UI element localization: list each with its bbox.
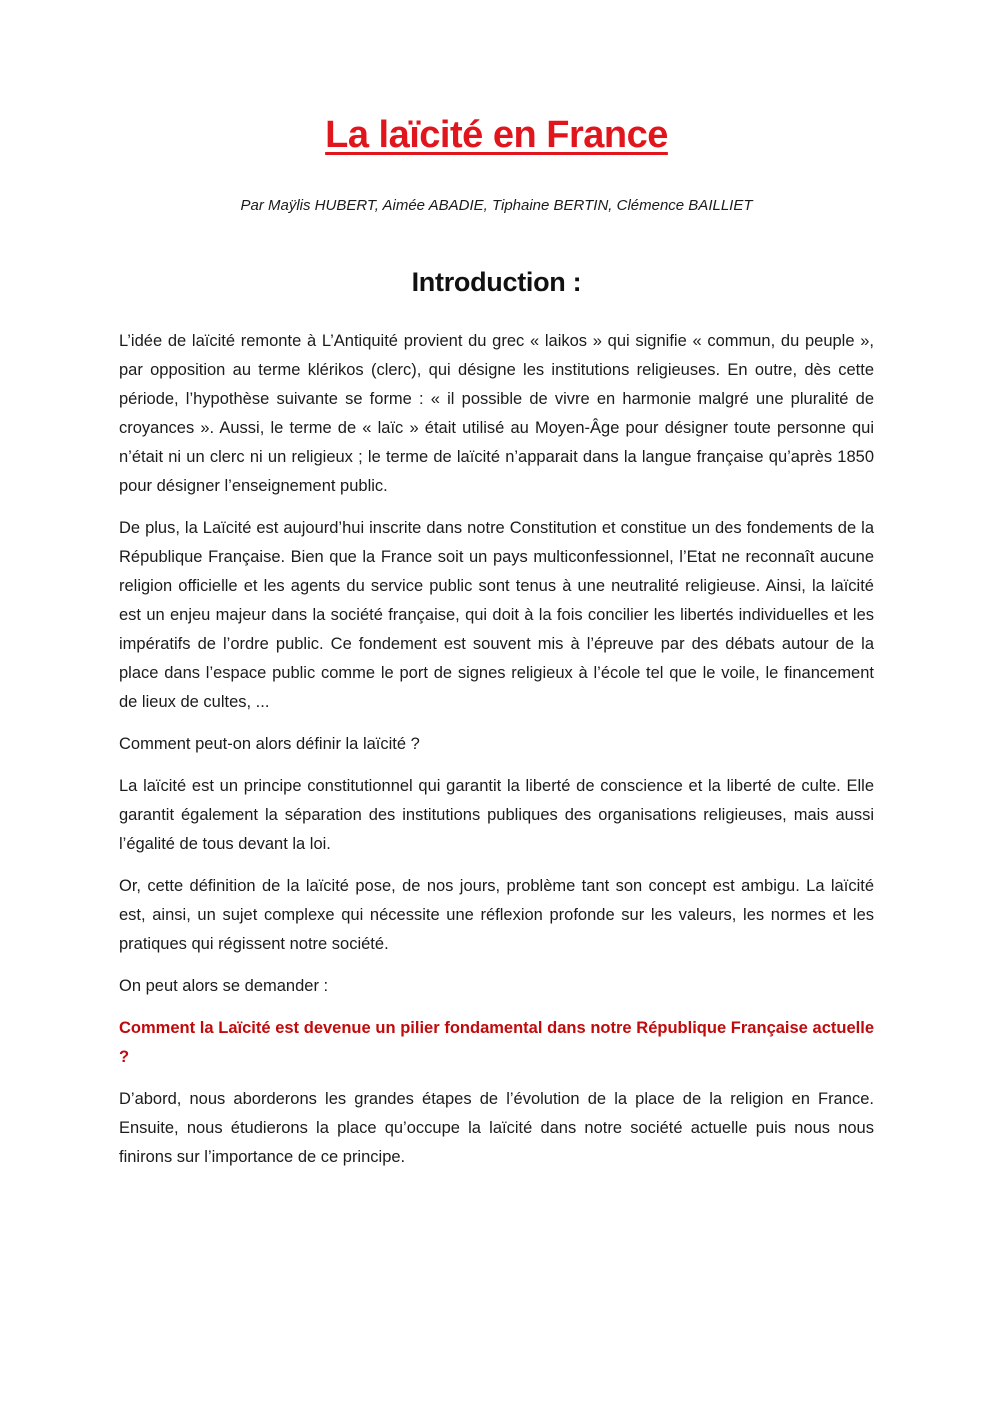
- paragraph-ambiguity: Or, cette définition de la laïcité pose, de nos jours, problème tant son concept est ambigu. La laïcité est, ainsi, un sujet complexe qui nécessite une réflexion profonde sur les valeurs, les normes et les pratiques qui régissent notre société.: [119, 877, 874, 954]
- paragraph-lead-in: On peut alors se demander :: [119, 977, 329, 996]
- paragraph-intro-origin: L’idée de laïcité remonte à L’Antiquité provient du grec « laikos » qui signifie « commun, du peuple », par opposition au terme klérikos (clerc), qui désigne les institutions religieuses. En outre, dès cette période, l’hypothèse suivante se forme : « il possible de vivre en harmonie malgré une pluralité de croyances ». Aussi, le terme de « laïc » était utilisé au Moyen-Âge pour désigner toute personne qui n’était ni un clerc ni un religieux ; le terme de laïcité n’apparait dans la langue française qu’après 1850 pour désigner l’enseignement public.: [119, 332, 874, 496]
- section-heading-introduction: Introduction :: [411, 267, 582, 297]
- page-title: La laïcité en France: [325, 114, 668, 156]
- byline: Par Maÿlis HUBERT, Aimée ABADIE, Tiphaine BERTIN, Clémence BAILLIET: [240, 196, 753, 214]
- paragraph-plan: D’abord, nous aborderons les grandes étapes de l’évolution de la place de la religion en France. Ensuite, nous étudierons la place qu’occupe la laïcité dans notre société actuelle puis nous nous finirons sur l’importance de ce principe.: [119, 1090, 874, 1167]
- paragraph-definition: La laïcité est un principe constitutionnel qui garantit la liberté de conscience et la liberté de culte. Elle garantit également la séparation des institutions publiques des organisations religieuses, mais aussi l’égalité de tous devant la loi.: [119, 777, 874, 854]
- paragraph-constitution: De plus, la Laïcité est aujourd’hui inscrite dans notre Constitution et constitue un des fondements de la République Française. Bien que la France soit un pays multiconfessionnel, l’Etat ne reconnaît aucune religion officielle et les agents du service public sont tenus à une neutralité religieuse. Ainsi, la laïcité est un enjeu majeur dans la société française, qui doit à la fois concilier les libertés individuelles et les impératifs de l’ordre public. Ce fondement est souvent mis à l’épreuve par des débats autour de la place dans l’espace public comme le port de signes religieux à l’école tel que le voile, le financement de lieux de cultes, ...: [119, 519, 874, 712]
- paragraph-definition-question: Comment peut-on alors définir la laïcité ?: [119, 735, 420, 754]
- paragraph-problem-statement: Comment la Laïcité est devenue un pilier fondamental dans notre République Française actuelle ?: [119, 1019, 874, 1067]
